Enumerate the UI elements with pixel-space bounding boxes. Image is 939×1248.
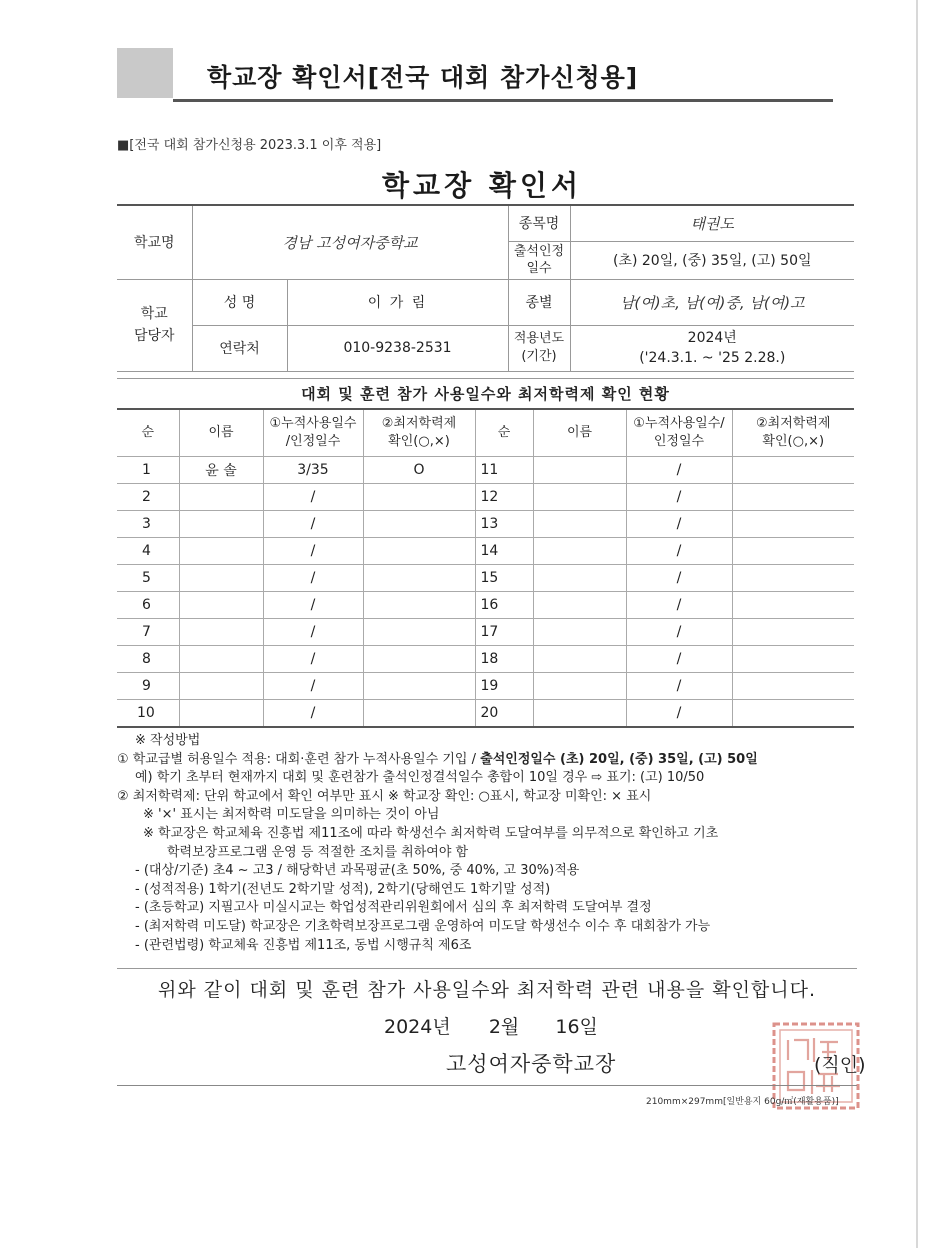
staff-name-value: 이 가 림: [287, 279, 508, 325]
days-used: /: [263, 673, 363, 700]
student-name: [179, 673, 263, 700]
days-used: /: [626, 565, 732, 592]
days-used: /: [263, 565, 363, 592]
student-name: [179, 646, 263, 673]
header-name-left: 이름: [179, 409, 263, 457]
row-number: 2: [117, 484, 179, 511]
instruction-bold-text: 출석인정일수 (초) 20일, (중) 35일, (고) 50일: [480, 751, 758, 767]
table-row: [117, 673, 854, 700]
row-number: 13: [475, 511, 533, 538]
academic-check: [732, 619, 854, 646]
staff-name-label: 성 명: [192, 279, 287, 325]
student-name: [533, 484, 626, 511]
row-number: 8: [117, 646, 179, 673]
academic-check: [732, 484, 854, 511]
instruction-line: [117, 751, 857, 770]
table-row: [117, 457, 854, 484]
row-number: 6: [117, 592, 179, 619]
row-number: 11: [475, 457, 533, 484]
student-name: [179, 700, 263, 728]
days-used: /: [626, 484, 732, 511]
days-used: /: [626, 592, 732, 619]
student-name: [533, 619, 626, 646]
academic-check: O: [363, 457, 475, 484]
row-number: 17: [475, 619, 533, 646]
paper-spec-note: 210mm×297mm[일반용지 60g/㎡(재활용품)]: [646, 1097, 839, 1107]
confirmation-statement: 위와 같이 대회 및 훈련 참가 사용일수와 최저학력 관련 내용을 확인합니다.: [157, 979, 817, 1001]
student-name: [533, 538, 626, 565]
header-underline: [173, 99, 833, 102]
academic-check: [363, 484, 475, 511]
row-number: 3: [117, 511, 179, 538]
academic-check: [732, 538, 854, 565]
days-used: /: [626, 619, 732, 646]
row-number: 14: [475, 538, 533, 565]
student-name: [179, 538, 263, 565]
header-days-left: ①누적사용일수 /인정일수: [263, 409, 363, 457]
academic-check: [732, 511, 854, 538]
academic-check: [363, 646, 475, 673]
table-row: [117, 484, 854, 511]
academic-check: [363, 592, 475, 619]
row-number: 9: [117, 673, 179, 700]
days-used: 3/35: [263, 457, 363, 484]
instruction-line: - (성적적용) 1학기(전년도 2학기말 성적), 2학기(당해연도 1학기말 성적): [135, 881, 551, 897]
academic-check: [732, 565, 854, 592]
days-used: /: [263, 484, 363, 511]
table-row: [117, 700, 854, 728]
student-name: [533, 565, 626, 592]
table-row: [117, 619, 854, 646]
year-value: [570, 325, 854, 371]
row-number: 4: [117, 538, 179, 565]
days-used: /: [263, 619, 363, 646]
row-number: 19: [475, 673, 533, 700]
student-name: [533, 592, 626, 619]
days-used: /: [263, 592, 363, 619]
header-order-left: 순: [117, 409, 179, 457]
student-name: [533, 673, 626, 700]
instruction-line: 학력보장프로그램 운영 등 적절한 조치를 취하여야 함: [167, 844, 469, 860]
days-used: /: [626, 538, 732, 565]
date-year: 2024년: [384, 1016, 451, 1038]
contact-value: 010-9238-2531: [287, 325, 508, 371]
participation-table: [117, 408, 854, 728]
document-title: 학교장 확인서: [381, 169, 583, 202]
academic-check: [732, 646, 854, 673]
school-name-label: 학교명: [117, 205, 192, 279]
academic-check: [732, 673, 854, 700]
category-label: 종별: [508, 279, 570, 325]
instruction-line: - (대상/기준) 초4 ~ 고3 / 해당학년 과목평균(초 50%, 중 40%, 고 30%)적용: [135, 863, 580, 879]
header-days-right: ①누적사용일수/ 인정일수: [626, 409, 732, 457]
instruction-line: - (초등학교) 지필고사 미실시교는 학업성적관리위원회에서 심의 후 최저학력 도달여부 결정: [135, 900, 652, 916]
academic-check: [732, 592, 854, 619]
attendance-value: (초) 20일, (중) 35일, (고) 50일: [570, 241, 854, 279]
instruction-line: - (최저학력 미도달) 학교장은 기초학력보장프로그램 운영하여 미도달 학생선수 이수 후 대회참가 가능: [135, 918, 711, 934]
header-decoration-block: [117, 48, 173, 98]
student-name: [533, 646, 626, 673]
header-title: 학교장 확인서[전국 대회 참가신청용]: [207, 63, 639, 92]
days-used: /: [626, 646, 732, 673]
student-name: [533, 511, 626, 538]
school-name-value: 경남 고성여자중학교: [192, 205, 508, 279]
section-title: 대회 및 훈련 참가 사용일수와 최저학력제 확인 현황: [117, 378, 854, 409]
event-value: 태권도: [570, 205, 854, 241]
header-name-right: 이름: [533, 409, 626, 457]
divider: [117, 1085, 857, 1086]
table-row: [117, 646, 854, 673]
days-used: /: [626, 673, 732, 700]
row-number: 20: [475, 700, 533, 728]
row-number: 16: [475, 592, 533, 619]
staff-label: 학교 담당자: [117, 279, 192, 371]
year-label: 적용년도 (기간): [508, 325, 570, 371]
date-day: 16일: [555, 1016, 598, 1038]
table-row: [117, 538, 854, 565]
category-value: 남(여)초, 남(여)중, 남(여)고: [570, 279, 854, 325]
table-row: [117, 511, 854, 538]
days-used: /: [626, 700, 732, 728]
period-text: ('24.3.1. ~ '25 2.28.): [639, 350, 786, 366]
attendance-label: 출석인정 일수: [508, 241, 570, 279]
year-text: 2024년: [687, 330, 737, 346]
academic-check: [732, 700, 854, 728]
school-info-table: [117, 204, 854, 372]
student-name: [179, 619, 263, 646]
academic-check: [363, 565, 475, 592]
row-number: 5: [117, 565, 179, 592]
form-version-note: ■[전국 대회 참가신청용 2023.3.1 이후 적용]: [117, 138, 382, 153]
event-label: 종목명: [508, 205, 570, 241]
row-number: 10: [117, 700, 179, 728]
student-name: [179, 565, 263, 592]
divider: [117, 968, 857, 969]
instruction-line: ② 최저학력제: 단위 학교에서 확인 여부만 표시 ※ 학교장 확인: ○표시, 학교장 미확인: × 표시: [117, 788, 652, 804]
instructions-heading: ※ 작성방법: [135, 733, 201, 748]
days-used: /: [626, 457, 732, 484]
instructions: [117, 732, 857, 955]
instruction-line: ※ 학교장은 학교체육 진흥법 제11조에 따라 학생선수 최저학력 도달여부를 의무적으로 확인하고 기초: [143, 825, 719, 841]
instruction-line: 예) 학기 초부터 현재까지 대회 및 훈련참가 출석인정결석일수 총합이 10일 경우 ⇨ 표기: (고) 10/50: [135, 770, 705, 786]
header-academic-left: ②최저학력제 확인(○,×): [363, 409, 475, 457]
instruction-text: ① 학교급별 허용일수 적용: 대회·훈련 참가 누적사용일수 기입 /: [117, 751, 481, 767]
date-month: 2월: [488, 1016, 520, 1038]
days-used: /: [263, 538, 363, 565]
contact-label: 연락처: [192, 325, 287, 371]
instruction-line: ※ '×' 표시는 최저학력 미도달을 의미하는 것이 아님: [143, 807, 440, 823]
days-used: /: [263, 646, 363, 673]
table-header-row: [117, 409, 854, 457]
table-row: [117, 565, 854, 592]
student-name: [179, 511, 263, 538]
table-row: [117, 592, 854, 619]
days-used: /: [626, 511, 732, 538]
row-number: 1: [117, 457, 179, 484]
days-used: /: [263, 700, 363, 728]
row-number: 18: [475, 646, 533, 673]
student-name: 윤 솔: [179, 457, 263, 484]
academic-check: [363, 511, 475, 538]
student-name: [533, 700, 626, 728]
student-name: [533, 457, 626, 484]
academic-check: [363, 673, 475, 700]
principal-title: 고성여자중학교장: [446, 1052, 617, 1076]
student-name: [179, 592, 263, 619]
header-order-right: 순: [475, 409, 533, 457]
academic-check: [732, 457, 854, 484]
row-number: 15: [475, 565, 533, 592]
seal-mark: (직인): [814, 1054, 866, 1076]
days-used: /: [263, 511, 363, 538]
academic-check: [363, 538, 475, 565]
header-academic-right: ②최저학력제 확인(○,×): [732, 409, 854, 457]
academic-check: [363, 619, 475, 646]
academic-check: [363, 700, 475, 728]
instruction-line: - (관련법령) 학교체육 진흥법 제11조, 동법 시행규칙 제6조: [135, 937, 472, 953]
student-name: [179, 484, 263, 511]
row-number: 12: [475, 484, 533, 511]
date: [384, 1012, 598, 1039]
row-number: 7: [117, 619, 179, 646]
